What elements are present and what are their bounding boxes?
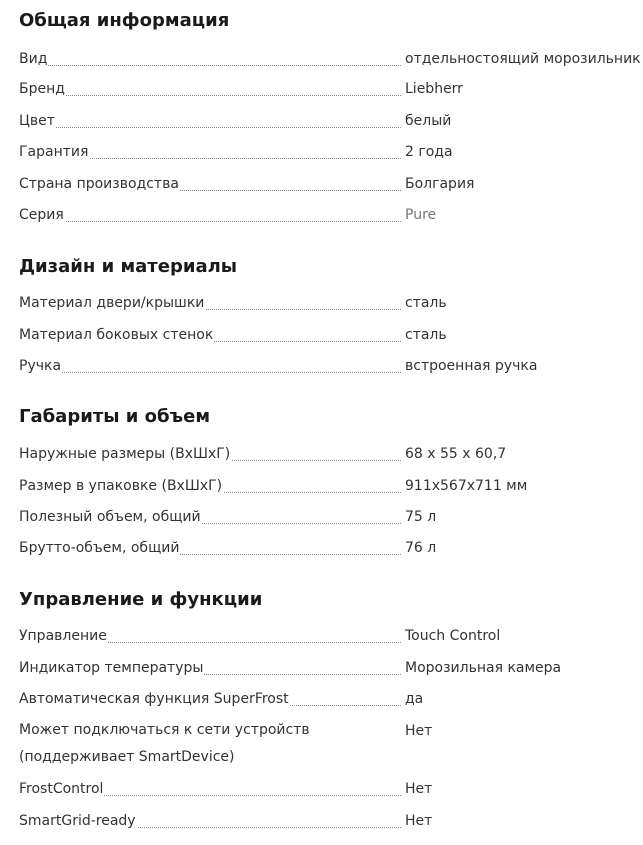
- spec-row-temp-indicator: [19, 658, 643, 678]
- section-title-dimensions: Габариты и объем: [19, 406, 211, 427]
- spec-label: Индикатор температуры: [19, 660, 204, 676]
- section-title-general: Общая информация: [19, 10, 230, 31]
- spec-row-frostcontrol: [19, 779, 643, 799]
- spec-value: сталь: [405, 295, 447, 311]
- spec-row-gross-volume: [19, 538, 643, 558]
- spec-value: да: [405, 691, 424, 707]
- section-title-controls: Управление и функции: [19, 589, 263, 610]
- spec-label: Размер в упаковке (ВхШхГ): [19, 478, 223, 494]
- spec-row-color: [19, 111, 643, 131]
- spec-row-type: [19, 49, 643, 69]
- spec-label: Бренд: [19, 81, 65, 97]
- spec-label: Автоматическая функция SuperFrost: [19, 691, 289, 707]
- spec-label: Ручка: [19, 358, 62, 374]
- spec-row-door-material: [19, 293, 643, 313]
- spec-row-side-material: [19, 325, 643, 345]
- spec-value: отдельностоящий морозильник: [405, 51, 641, 67]
- spec-value: сталь: [405, 327, 447, 343]
- spec-row-smartgrid: [19, 811, 643, 831]
- spec-value: 911x567x711 мм: [405, 478, 528, 494]
- spec-row-outer-size: [19, 444, 643, 464]
- spec-value: Болгария: [405, 176, 475, 192]
- spec-value: 76 л: [405, 540, 437, 556]
- spec-label: Материал двери/крышки: [19, 295, 205, 311]
- spec-row-warranty: [19, 142, 643, 162]
- spec-row-superfrost: [19, 689, 643, 709]
- spec-label: Вид: [19, 51, 48, 67]
- spec-label: Может подключаться к сети устройств (поддерживает SmartDevice): [19, 722, 310, 765]
- spec-row-series: [19, 205, 643, 225]
- spec-label: Управление: [19, 628, 107, 644]
- spec-label: Наружные размеры (ВхШхГ): [19, 446, 231, 462]
- spec-value: 68 x 55 x 60,7: [405, 446, 507, 462]
- section-title-design: Дизайн и материалы: [19, 256, 238, 277]
- spec-value: Нет: [405, 781, 433, 797]
- spec-label: Страна производства: [19, 176, 179, 192]
- spec-row-handle: [19, 356, 643, 376]
- spec-value: Нет: [405, 813, 433, 829]
- spec-value: Нет: [405, 723, 433, 739]
- spec-row-package-size: [19, 476, 643, 496]
- spec-value: встроенная ручка: [405, 358, 538, 374]
- spec-label: FrostControl: [19, 781, 104, 797]
- spec-value: Liebherr: [405, 81, 463, 97]
- spec-label: Полезный объем, общий: [19, 509, 201, 525]
- spec-row-brand: [19, 79, 643, 99]
- spec-label: Гарантия: [19, 144, 89, 160]
- spec-label: Серия: [19, 207, 64, 223]
- spec-value: 2 года: [405, 144, 453, 160]
- spec-value: Pure: [405, 207, 437, 223]
- spec-value: белый: [405, 113, 452, 129]
- spec-label: Брутто-объем, общий: [19, 540, 180, 556]
- spec-label: SmartGrid-ready: [19, 813, 136, 829]
- spec-value: Морозильная камера: [405, 660, 562, 676]
- spec-row-country: [19, 174, 643, 194]
- spec-row-control: [19, 626, 643, 646]
- spec-label: Цвет: [19, 113, 55, 129]
- spec-row-net-volume: [19, 507, 643, 527]
- spec-label: Материал боковых стенок: [19, 327, 214, 343]
- spec-value: 75 л: [405, 509, 437, 525]
- spec-row-smartdevice: [19, 717, 643, 765]
- spec-value: Touch Control: [405, 628, 501, 644]
